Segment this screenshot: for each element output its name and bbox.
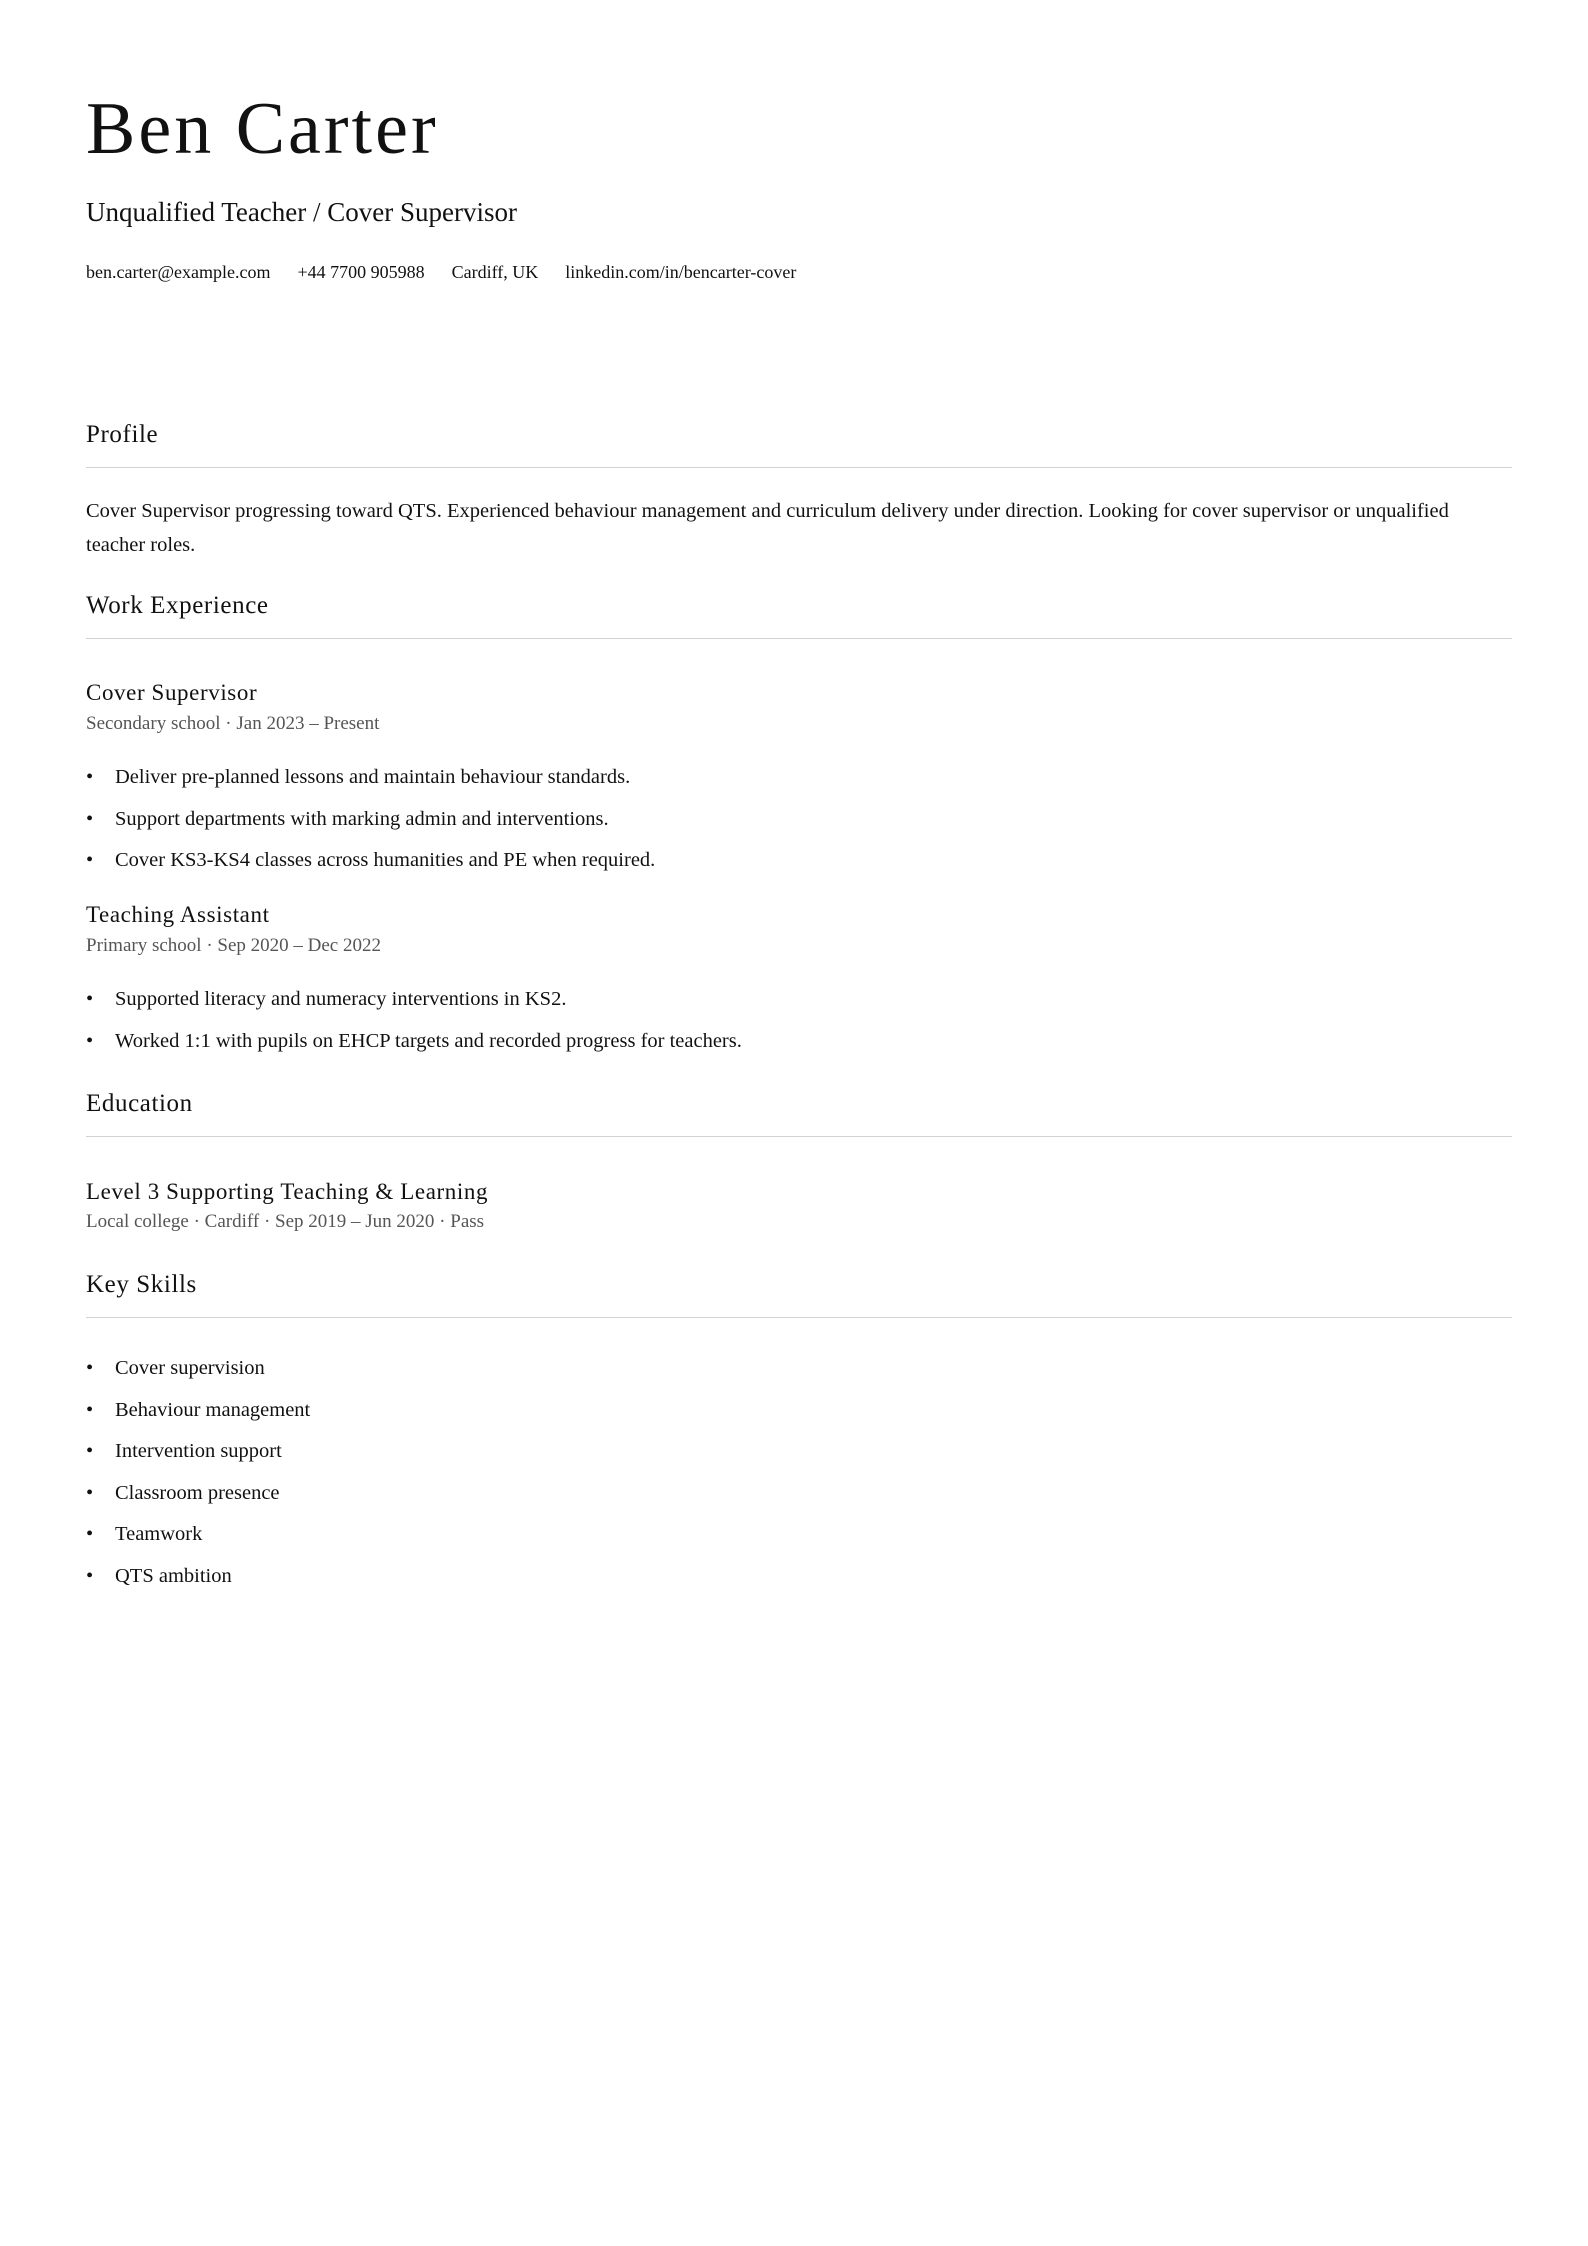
bullet-icon: • [86, 988, 94, 1010]
section-title-education: Education [86, 1090, 193, 1117]
job-meta: Primary school · Sep 2020 – Dec 2022 [86, 935, 381, 956]
contact-line [86, 262, 796, 283]
contact-linkedin[interactable]: linkedin.com/in/bencarter-cover [565, 262, 797, 282]
skill-text: QTS ambition [115, 1564, 232, 1587]
candidate-headline: Unqualified Teacher / Cover Supervisor [86, 197, 517, 227]
bullet-icon: • [86, 1481, 94, 1504]
bullet-icon: • [86, 1029, 94, 1052]
section-divider [86, 1136, 1512, 1137]
job-title: Cover Supervisor [86, 680, 258, 705]
list-item [86, 1431, 310, 1473]
skill-text: Cover supervision [115, 1357, 265, 1379]
list-item [86, 799, 655, 841]
section-divider [86, 467, 1512, 468]
section-title-profile: Profile [86, 421, 159, 448]
job-bullets [86, 757, 655, 882]
bullet-text: Support departments with marking admin and interventions. [115, 807, 609, 830]
job-meta: Secondary school · Jan 2023 – Present [86, 713, 380, 734]
bullet-text: Cover KS3-KS4 classes across humanities and PE when required. [115, 849, 656, 871]
contact-email[interactable]: ben.carter@example.com [86, 262, 271, 282]
bullet-icon: • [86, 807, 94, 830]
skill-text: Intervention support [115, 1440, 282, 1462]
section-title-skills: Key Skills [86, 1271, 197, 1298]
qualification-title: Level 3 Supporting Teaching & Learning [86, 1179, 489, 1204]
list-item [86, 1556, 310, 1598]
bullet-icon: • [86, 1440, 94, 1462]
list-item [86, 1021, 742, 1063]
section-title-experience: Work Experience [86, 592, 269, 619]
skill-text: Teamwork [115, 1523, 203, 1545]
skills-list [86, 1348, 310, 1597]
list-item [86, 1473, 310, 1515]
bullet-text: Worked 1:1 with pupils on EHCP targets and recorded progress for teachers. [115, 1029, 742, 1052]
bullet-icon: • [86, 1523, 94, 1545]
bullet-text: Supported literacy and numeracy interventions in KS2. [115, 988, 567, 1010]
list-item [86, 1514, 310, 1556]
qualification-meta: Local college · Cardiff · Sep 2019 – Jun 2020 · Pass [86, 1211, 485, 1232]
bullet-icon: • [86, 1398, 94, 1421]
list-item [86, 979, 742, 1021]
skill-text: Behaviour management [115, 1398, 311, 1421]
bullet-icon: • [86, 1357, 94, 1379]
bullet-icon: • [86, 1564, 94, 1587]
skill-text: Classroom presence [115, 1481, 280, 1504]
list-item [86, 1348, 310, 1390]
section-divider [86, 638, 1512, 639]
list-item [86, 840, 655, 882]
contact-location: Cardiff, UK [451, 262, 539, 282]
contact-phone[interactable]: +44 7700 905988 [297, 262, 425, 282]
section-divider [86, 1317, 1512, 1318]
job-title: Teaching Assistant [86, 902, 270, 927]
bullet-text: Deliver pre-planned lessons and maintain behaviour standards. [115, 766, 631, 788]
candidate-name: Ben Carter [86, 88, 439, 170]
profile-summary: Cover Supervisor progressing toward QTS. Experienced behaviour management and curriculum delivery under direction. Looking for cover supervisor or unqualified teacher roles. [86, 500, 1449, 556]
bullet-icon: • [86, 849, 94, 871]
job-bullets [86, 979, 742, 1062]
list-item [86, 1390, 310, 1432]
list-item [86, 757, 655, 799]
bullet-icon: • [86, 766, 94, 788]
